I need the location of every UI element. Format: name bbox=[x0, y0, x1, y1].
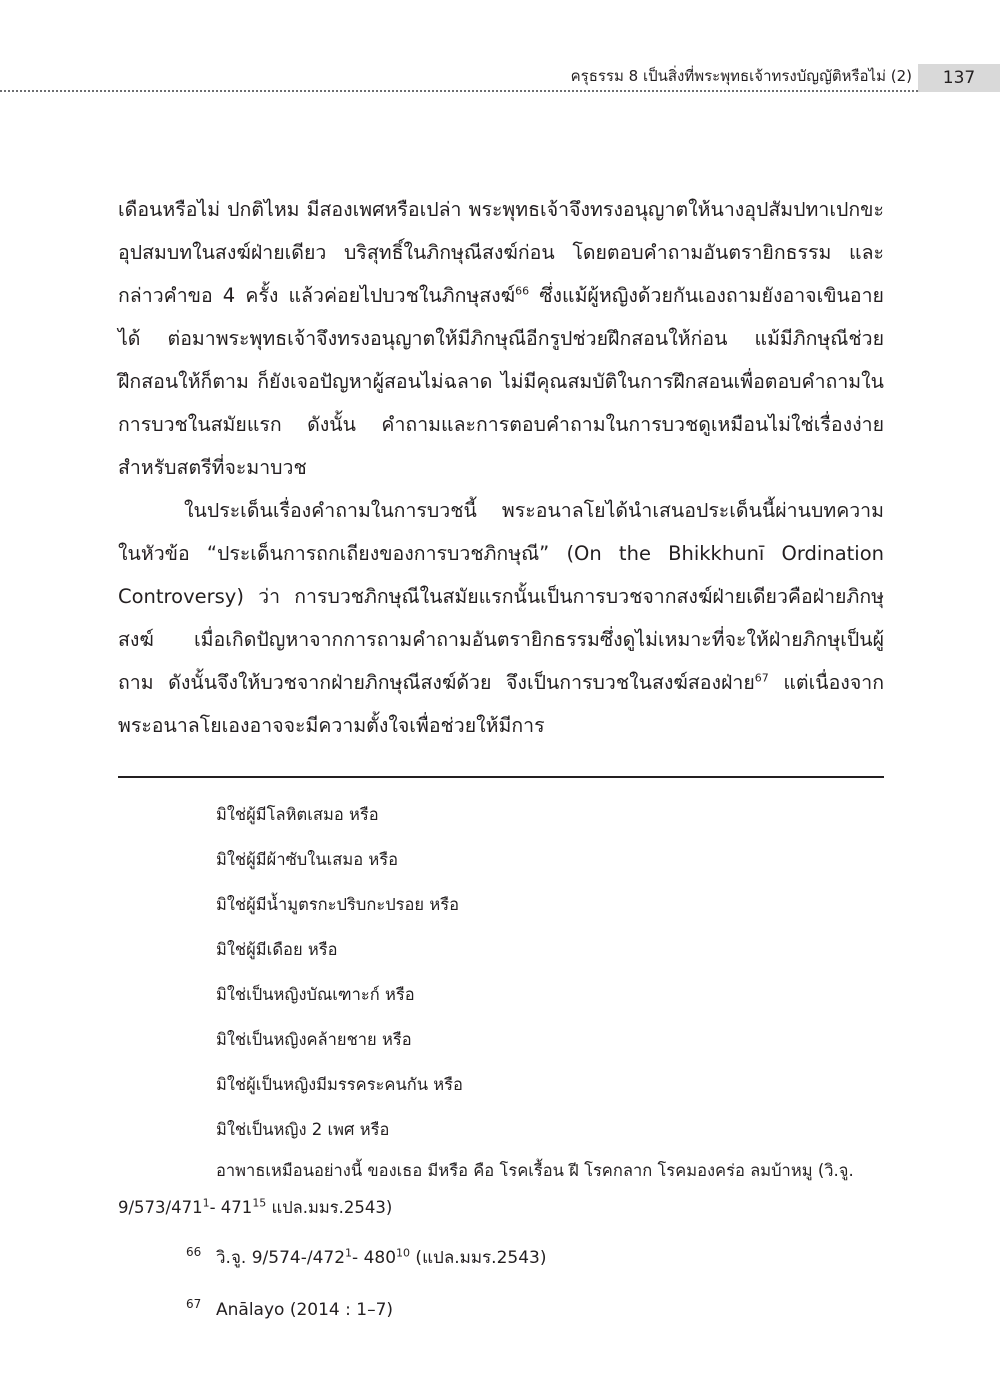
footnote-list-item: มิใช่ผู้มีเดือย หรือ bbox=[216, 940, 338, 959]
footnote-list-item: มิใช่ผู้มีโลหิตเสมอ หรือ bbox=[216, 805, 379, 824]
footnote-list-item: มิใช่เป็นหญิงบัณเฑาะก์ หรือ bbox=[216, 985, 415, 1004]
main-body-text bbox=[118, 188, 884, 747]
footnote-area bbox=[118, 792, 884, 1330]
body-paragraph-2-text-a: ในประเด็นเรื่องคำถามในการบวชนี้ พระอนาลโยได้นำเสนอประเด็นนี้ผ่านบทความในหัวข้อ “ประเด็นการถกเถียงของการบวชภิกษุณี” (On the Bhikkhunī Ordination Controversy) ว่า การบวชภิกษุณีในสมัยแรกนั้นเป็นการบวชจากสงฆ์ฝ่ายเดียวคือฝ่ายภิกษุสงฆ์ เมื่อเกิดปัญหาจากการถามคำถามอันตรายิกธรรมซึ่งดูไม่เหมาะที่จะให้ฝ่ายภิกษุเป็นผู้ถาม ดังนั้นจึงให้บวชจากฝ่ายภิกษุณีสงฆ์ด้วย จึงเป็นการบวชในสงฆ์สองฝ่าย bbox=[118, 499, 884, 694]
footnote-continuation-text-c: แปล.มมร.2543) bbox=[266, 1198, 393, 1217]
footnote-67-text: Anālayo (2014 : 1–7) bbox=[216, 1300, 394, 1320]
footnote-continuation-sup-2: 15 bbox=[252, 1196, 267, 1210]
body-paragraph-1-text-a: เดือนหรือไม่ ปกติไหม มีสองเพศหรือเปล่า พระพุทธเจ้าจึงทรงอนุญาตให้นางอุปสัมปทาเปกขะอุปสมบทในสงฆ์ฝ่ายเดียว บริสุทธิ์ในภิกษุณีสงฆ์ก่อน โดยตอบคำถามอันตรายิกธรรม และกล่าวคำขอ 4 ครั้ง แล้วค่อยไปบวชในภิกษุสงฆ์ bbox=[118, 198, 884, 307]
footnote-continuation-sup-1: 1 bbox=[202, 1196, 210, 1210]
footnote-66-text-a: วิ.จู. 9/574-/472 bbox=[216, 1248, 346, 1268]
running-header bbox=[0, 60, 1000, 94]
footnote-continuation bbox=[118, 1152, 884, 1226]
footnote-continuation-text-b: - 471 bbox=[209, 1198, 253, 1217]
footnote-66-sup-2: 10 bbox=[396, 1246, 411, 1260]
footnote-66-text-b: - 480 bbox=[352, 1248, 397, 1268]
footnote-66-text-c: (แปล.มมร.2543) bbox=[410, 1248, 547, 1268]
footnote-list-item: มิใช่ผู้มีผ้าซับในเสมอ หรือ bbox=[216, 850, 399, 869]
footnote-66-number: 66 bbox=[186, 1245, 202, 1259]
footnote-list-item: มิใช่เป็นหญิงคล้ายชาย หรือ bbox=[216, 1030, 412, 1049]
footnote-separator bbox=[118, 776, 884, 778]
footnote-ref-67: 67 bbox=[754, 671, 769, 685]
footnote-66 bbox=[118, 1238, 884, 1278]
footnote-66-sup-1: 1 bbox=[345, 1246, 353, 1260]
footnote-continuation-text-a: อาพาธเหมือนอย่างนี้ ของเธอ มีหรือ คือ โรคเรื้อน ฝี โรคกลาก โรคมองคร่อ ลมบ้าหมู (วิ.จู. 9/573/471 bbox=[118, 1161, 854, 1217]
footnote-list-item: มิใช่ผู้มีน้ำมูตรกะปริบกะปรอย หรือ bbox=[216, 895, 459, 914]
footnote-ref-66: 66 bbox=[515, 284, 530, 298]
running-header-title: ครุธรรม 8 เป็นสิ่งที่พระพุทธเจ้าทรงบัญญัติหรือไม่ (2) bbox=[570, 67, 912, 85]
footnote-67-number: 67 bbox=[186, 1297, 202, 1311]
body-paragraph-1 bbox=[118, 188, 884, 489]
header-dotted-rule bbox=[0, 90, 918, 92]
footnote-list-item: มิใช่ผู้เป็นหญิงมีมรรคระคนกัน หรือ bbox=[216, 1075, 463, 1094]
body-paragraph-1-text-b: ซึ่งแม้ผู้หญิงด้วยกันเองถามยังอาจเขินอายได้ ต่อมาพระพุทธเจ้าจึงทรงอนุญาตให้มีภิกษุณีอีกรูปช่วยฝึกสอนให้ก่อน แม้มีภิกษุณีช่วยฝึกสอนให้ก็ตาม ก็ยังเจอปัญหาผู้สอนไม่ฉลาด ไม่มีคุณสมบัติในการฝึกสอนเพื่อตอบคำถามในการบวชในสมัยแรก ดังนั้น คำถามและการตอบคำถามในการบวชดูเหมือนไม่ใช่เรื่องง่ายสำหรับสตรีที่จะมาบวช bbox=[118, 284, 884, 479]
footnote-list-item: มิใช่เป็นหญิง 2 เพศ หรือ bbox=[216, 1120, 390, 1139]
body-paragraph-2 bbox=[118, 489, 884, 747]
footnote-67 bbox=[118, 1290, 884, 1330]
body-paragraph-2-text-b: แต่เนื่องจากพระอนาลโยเองอาจจะมีความตั้งใจเพื่อช่วยให้มีการ bbox=[118, 671, 885, 737]
page-number: 137 bbox=[918, 64, 1000, 92]
